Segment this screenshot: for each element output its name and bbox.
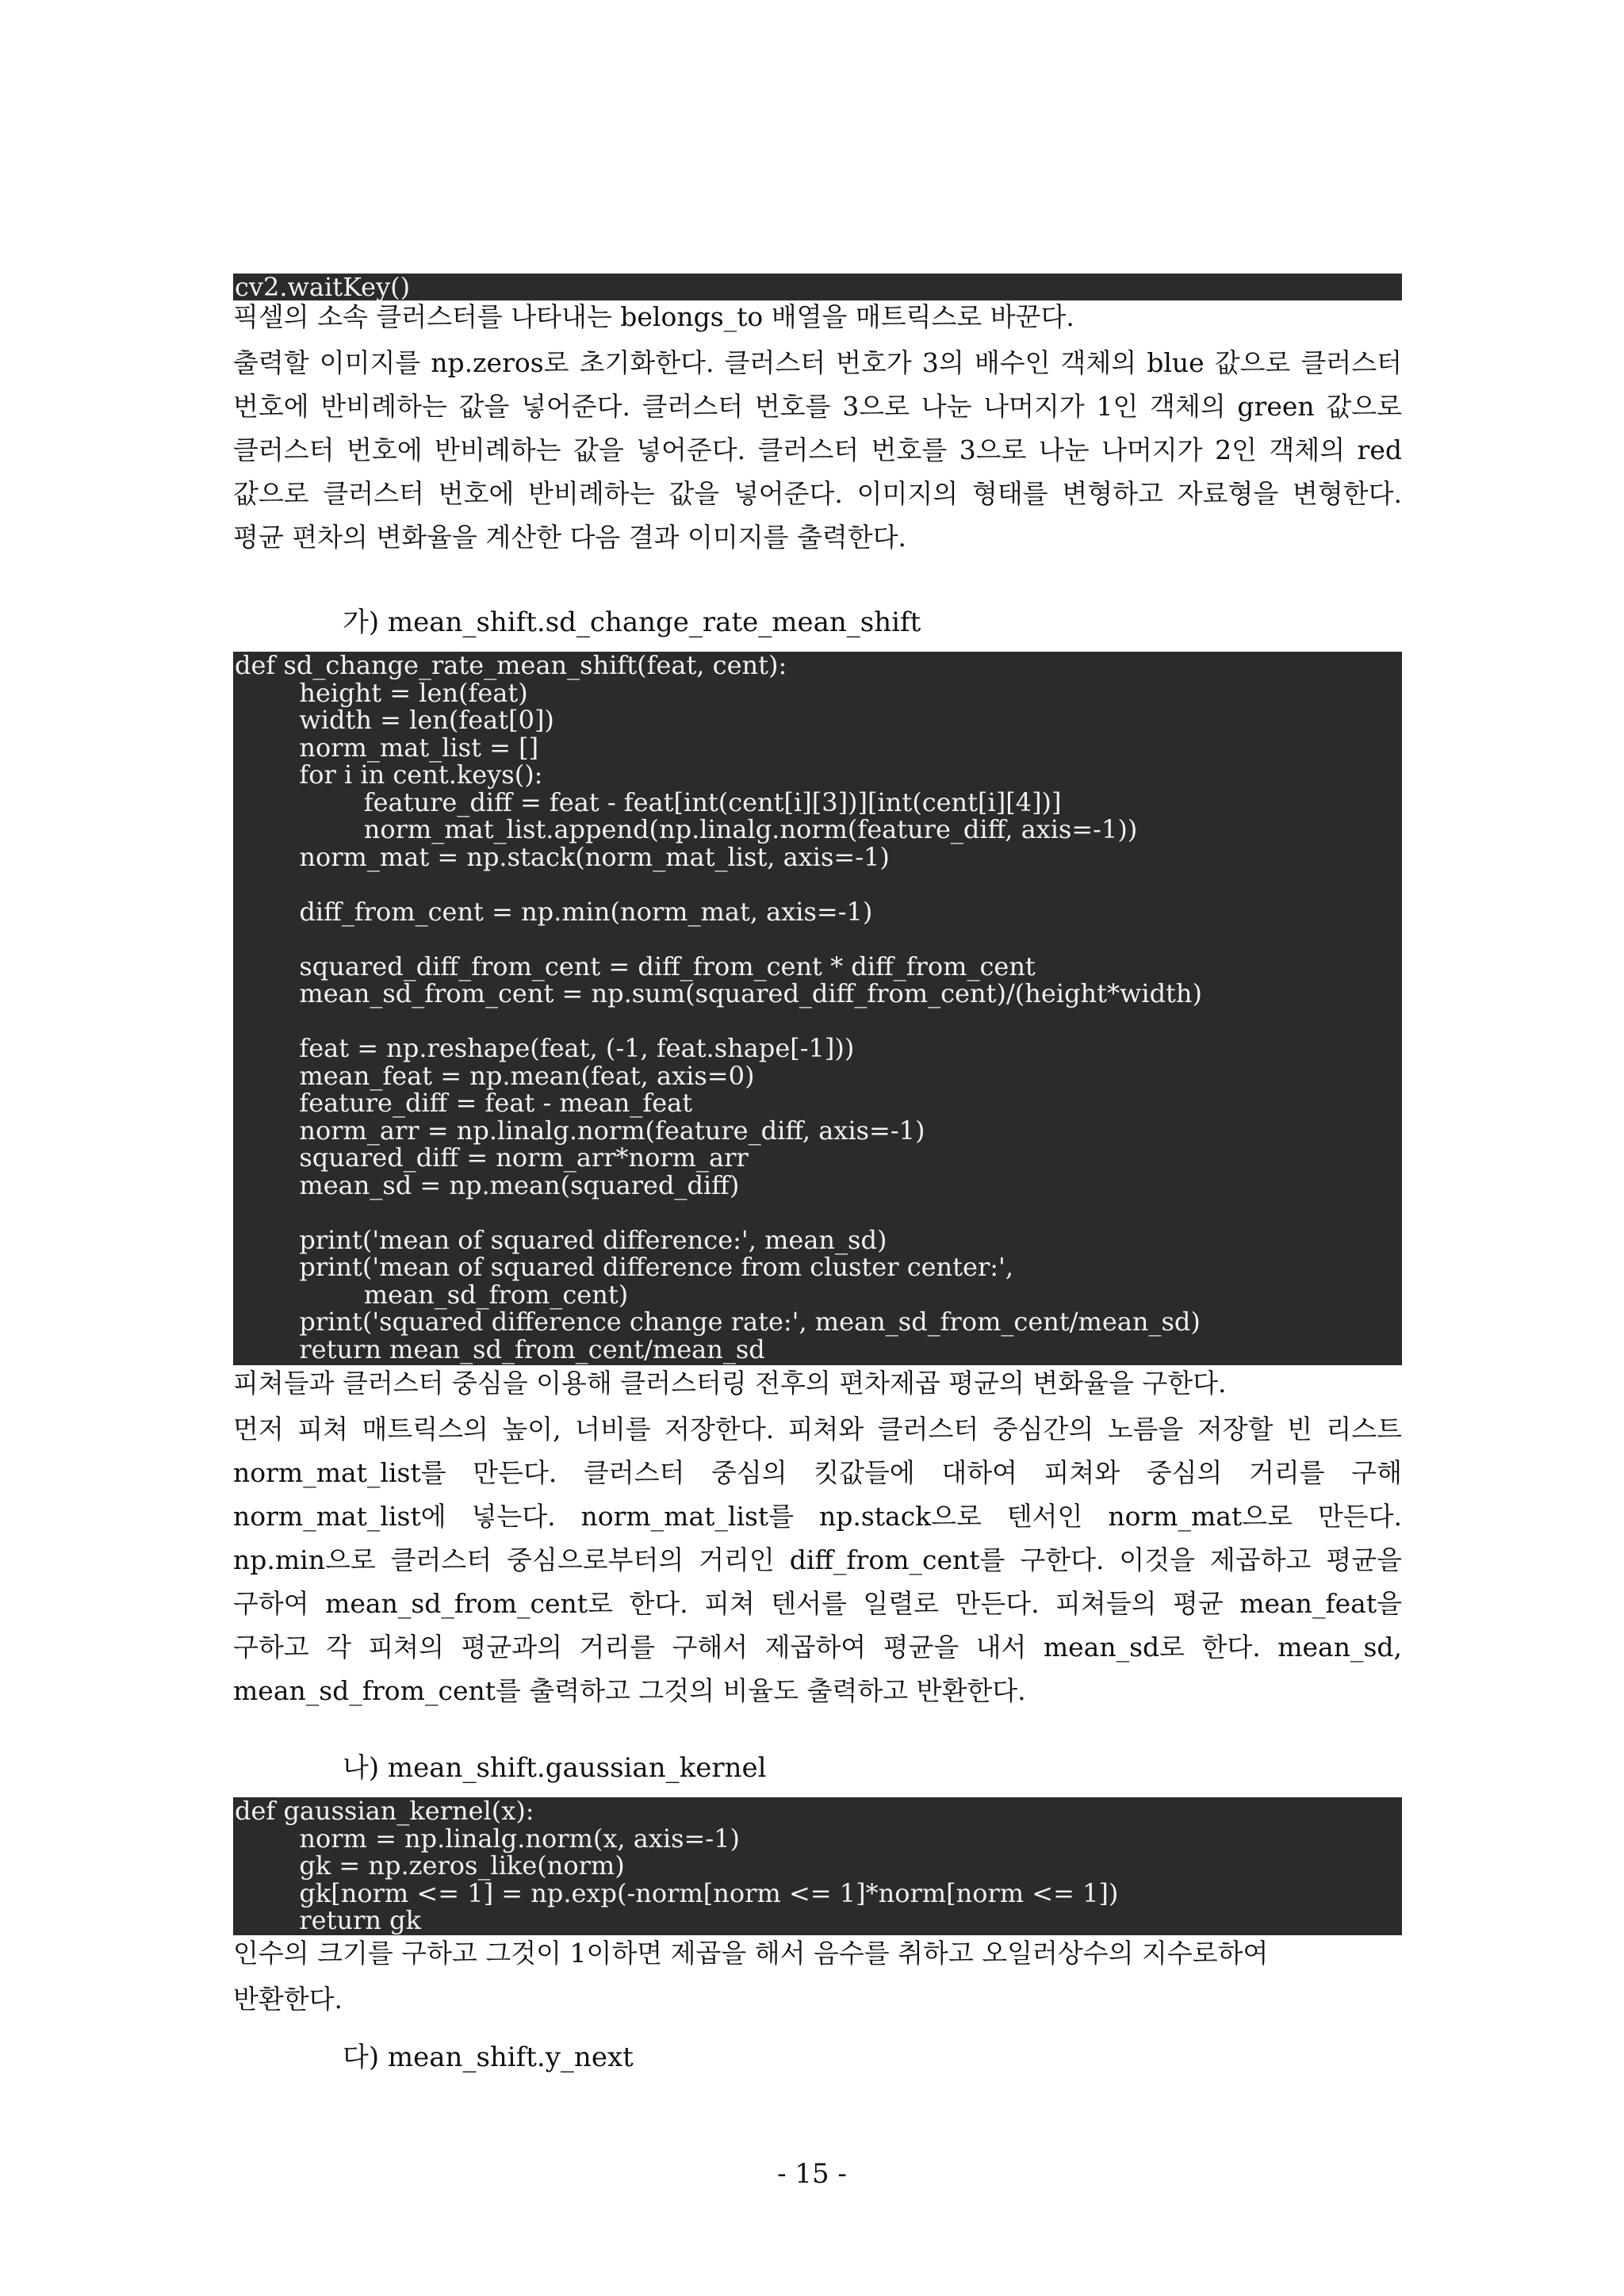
page-number: - 15 - [777, 2158, 847, 2190]
code-line-blank [235, 871, 1402, 898]
paragraph-first-line: 인수의 크기를 구하고 그것이 1이하면 제곱을 해서 음수를 취하고 오일러상수의 지수로하여 [233, 1938, 1269, 1969]
code-line: feature_diff = feat - mean_feat [235, 1088, 693, 1118]
section-heading-sd-change-rate: 가) mean_shift.sd_change_rate_mean_shift [343, 607, 921, 638]
code-line: squared_diff_from_cent = diff_from_cent * diff_from_cent [235, 951, 1036, 982]
code-line: gk = np.zeros_like(norm) [235, 1850, 625, 1881]
paragraph-body: 반환한다. [233, 1984, 343, 2015]
section-heading-gaussian-kernel: 나) mean_shift.gaussian_kernel [343, 1752, 767, 1784]
code-line-blank [235, 1199, 1402, 1226]
code-line-blank [235, 925, 1402, 953]
paragraph-first-line: 피쳐들과 클러스터 중심을 이용해 클러스터링 전후의 편차제곱 평균의 변화율을 구한다. [233, 1368, 1227, 1399]
code-line: return mean_sd_from_cent/mean_sd [235, 1334, 765, 1364]
paragraph-gaussian-kernel-description [233, 1938, 1402, 2021]
code-line: cv2.waitKey() [235, 274, 411, 300]
paragraph-body: 먼저 피쳐 매트릭스의 높이, 너비를 저장한다. 피쳐와 클러스터 중심간의 노름을 저장할 빈 리스트 norm_mat_list를 만든다. 클러스터 중심의 킷값들에 대하여 피쳐와 중심의 거리를 구해 norm_mat_list에 넣는다. norm_mat_list를 np.stack으로 텐서인 norm_mat으로 만든다. np.min으로 클러스터 중심으로부터의 거리인 diff_from_cent를 구한다. 이것을 제곱하고 평균을 구하여 mean_sd_from_cent로 한다. 피쳐 텐서를 일렬로 만든다. 피쳐들의 평균 mean_feat을 구하고 각 피쳐의 평균과의 거리를 구해서 제곱하여 평균을 내서 mean_sd로 한다. mean_sd, mean_sd_from_cent를 출력하고 그것의 비율도 출력하고 반환한다. [233, 1414, 1402, 1706]
code-line: mean_feat = np.mean(feat, axis=0) [235, 1060, 755, 1091]
code-line: def gaussian_kernel(x): [235, 1797, 534, 1826]
code-line: diff_from_cent = np.min(norm_mat, axis=-1) [235, 896, 873, 927]
code-line: return gk [235, 1905, 422, 1935]
code-line: norm_arr = np.linalg.norm(feature_diff, axis=-1) [235, 1115, 925, 1146]
code-line: mean_sd_from_cent) [235, 1279, 629, 1310]
code-block-sd-change-rate [233, 652, 1402, 1365]
code-line: mean_sd = np.mean(squared_diff) [235, 1169, 740, 1200]
code-line: norm_mat_list.append(np.linalg.norm(feature_diff, axis=-1)) [235, 814, 1138, 844]
code-line: height = len(feat) [235, 677, 528, 708]
code-line-blank [235, 1008, 1402, 1035]
paragraph-first-line: 픽셀의 소속 클러스터를 나타내는 belongs_to 배열을 매트릭스로 바꾼다. [233, 301, 1074, 332]
code-block-waitkey [233, 274, 1402, 300]
code-line: def sd_change_rate_mean_shift(feat, cent): [235, 652, 787, 680]
code-line: mean_sd_from_cent = np.sum(squared_diff_from_cent)/(height*width) [235, 978, 1202, 1008]
code-line: print('squared difference change rate:', mean_sd_from_cent/mean_sd) [235, 1307, 1201, 1337]
code-line: squared_diff = norm_arr*norm_arr [235, 1142, 749, 1173]
code-block-gaussian-kernel [233, 1797, 1402, 1935]
code-line: for i in cent.keys(): [235, 760, 543, 790]
code-line: feature_diff = feat - feat[int(cent[i][3])][int(cent[i][4])] [235, 786, 1062, 817]
code-line: gk[norm <= 1] = np.exp(-norm[norm <= 1]*norm[norm <= 1]) [235, 1877, 1119, 1908]
code-line: print('mean of squared difference:', mean_sd) [235, 1224, 887, 1255]
code-line: norm_mat_list = [] [235, 732, 539, 763]
code-line: width = len(feat[0]) [235, 705, 554, 735]
code-line: feat = np.reshape(feat, (-1, feat.shape[-1])) [235, 1033, 855, 1063]
paragraph-sd-change-rate-description [233, 1368, 1402, 1712]
code-line: norm_mat = np.stack(norm_mat_list, axis=-1) [235, 841, 890, 872]
paragraph-body: 출력할 이미지를 np.zeros로 초기화한다. 클러스터 번호가 3의 배수인 객체의 blue 값으로 클러스터 번호에 반비례하는 값을 넣어준다. 클러스터 번호를 3으로 나눈 나머지가 1인 객체의 green 값으로 클러스터 번호에 반비례하는 값을 넣어준다. 클러스터 번호를 3으로 나눈 나머지가 2인 객체의 red 값으로 클러스터 번호에 반비례하는 값을 넣어준다. 이미지의 형태를 변형하고 자료형을 변형한다. 평균 편차의 변화율을 계산한 다음 결과 이미지를 출력한다. [233, 347, 1402, 553]
paragraph-output-image [233, 301, 1402, 559]
section-heading-y-next: 다) mean_shift.y_next [343, 2042, 634, 2073]
code-line: print('mean of squared difference from cluster center:', [235, 1252, 1013, 1282]
code-line: norm = np.linalg.norm(x, axis=-1) [235, 1823, 740, 1854]
